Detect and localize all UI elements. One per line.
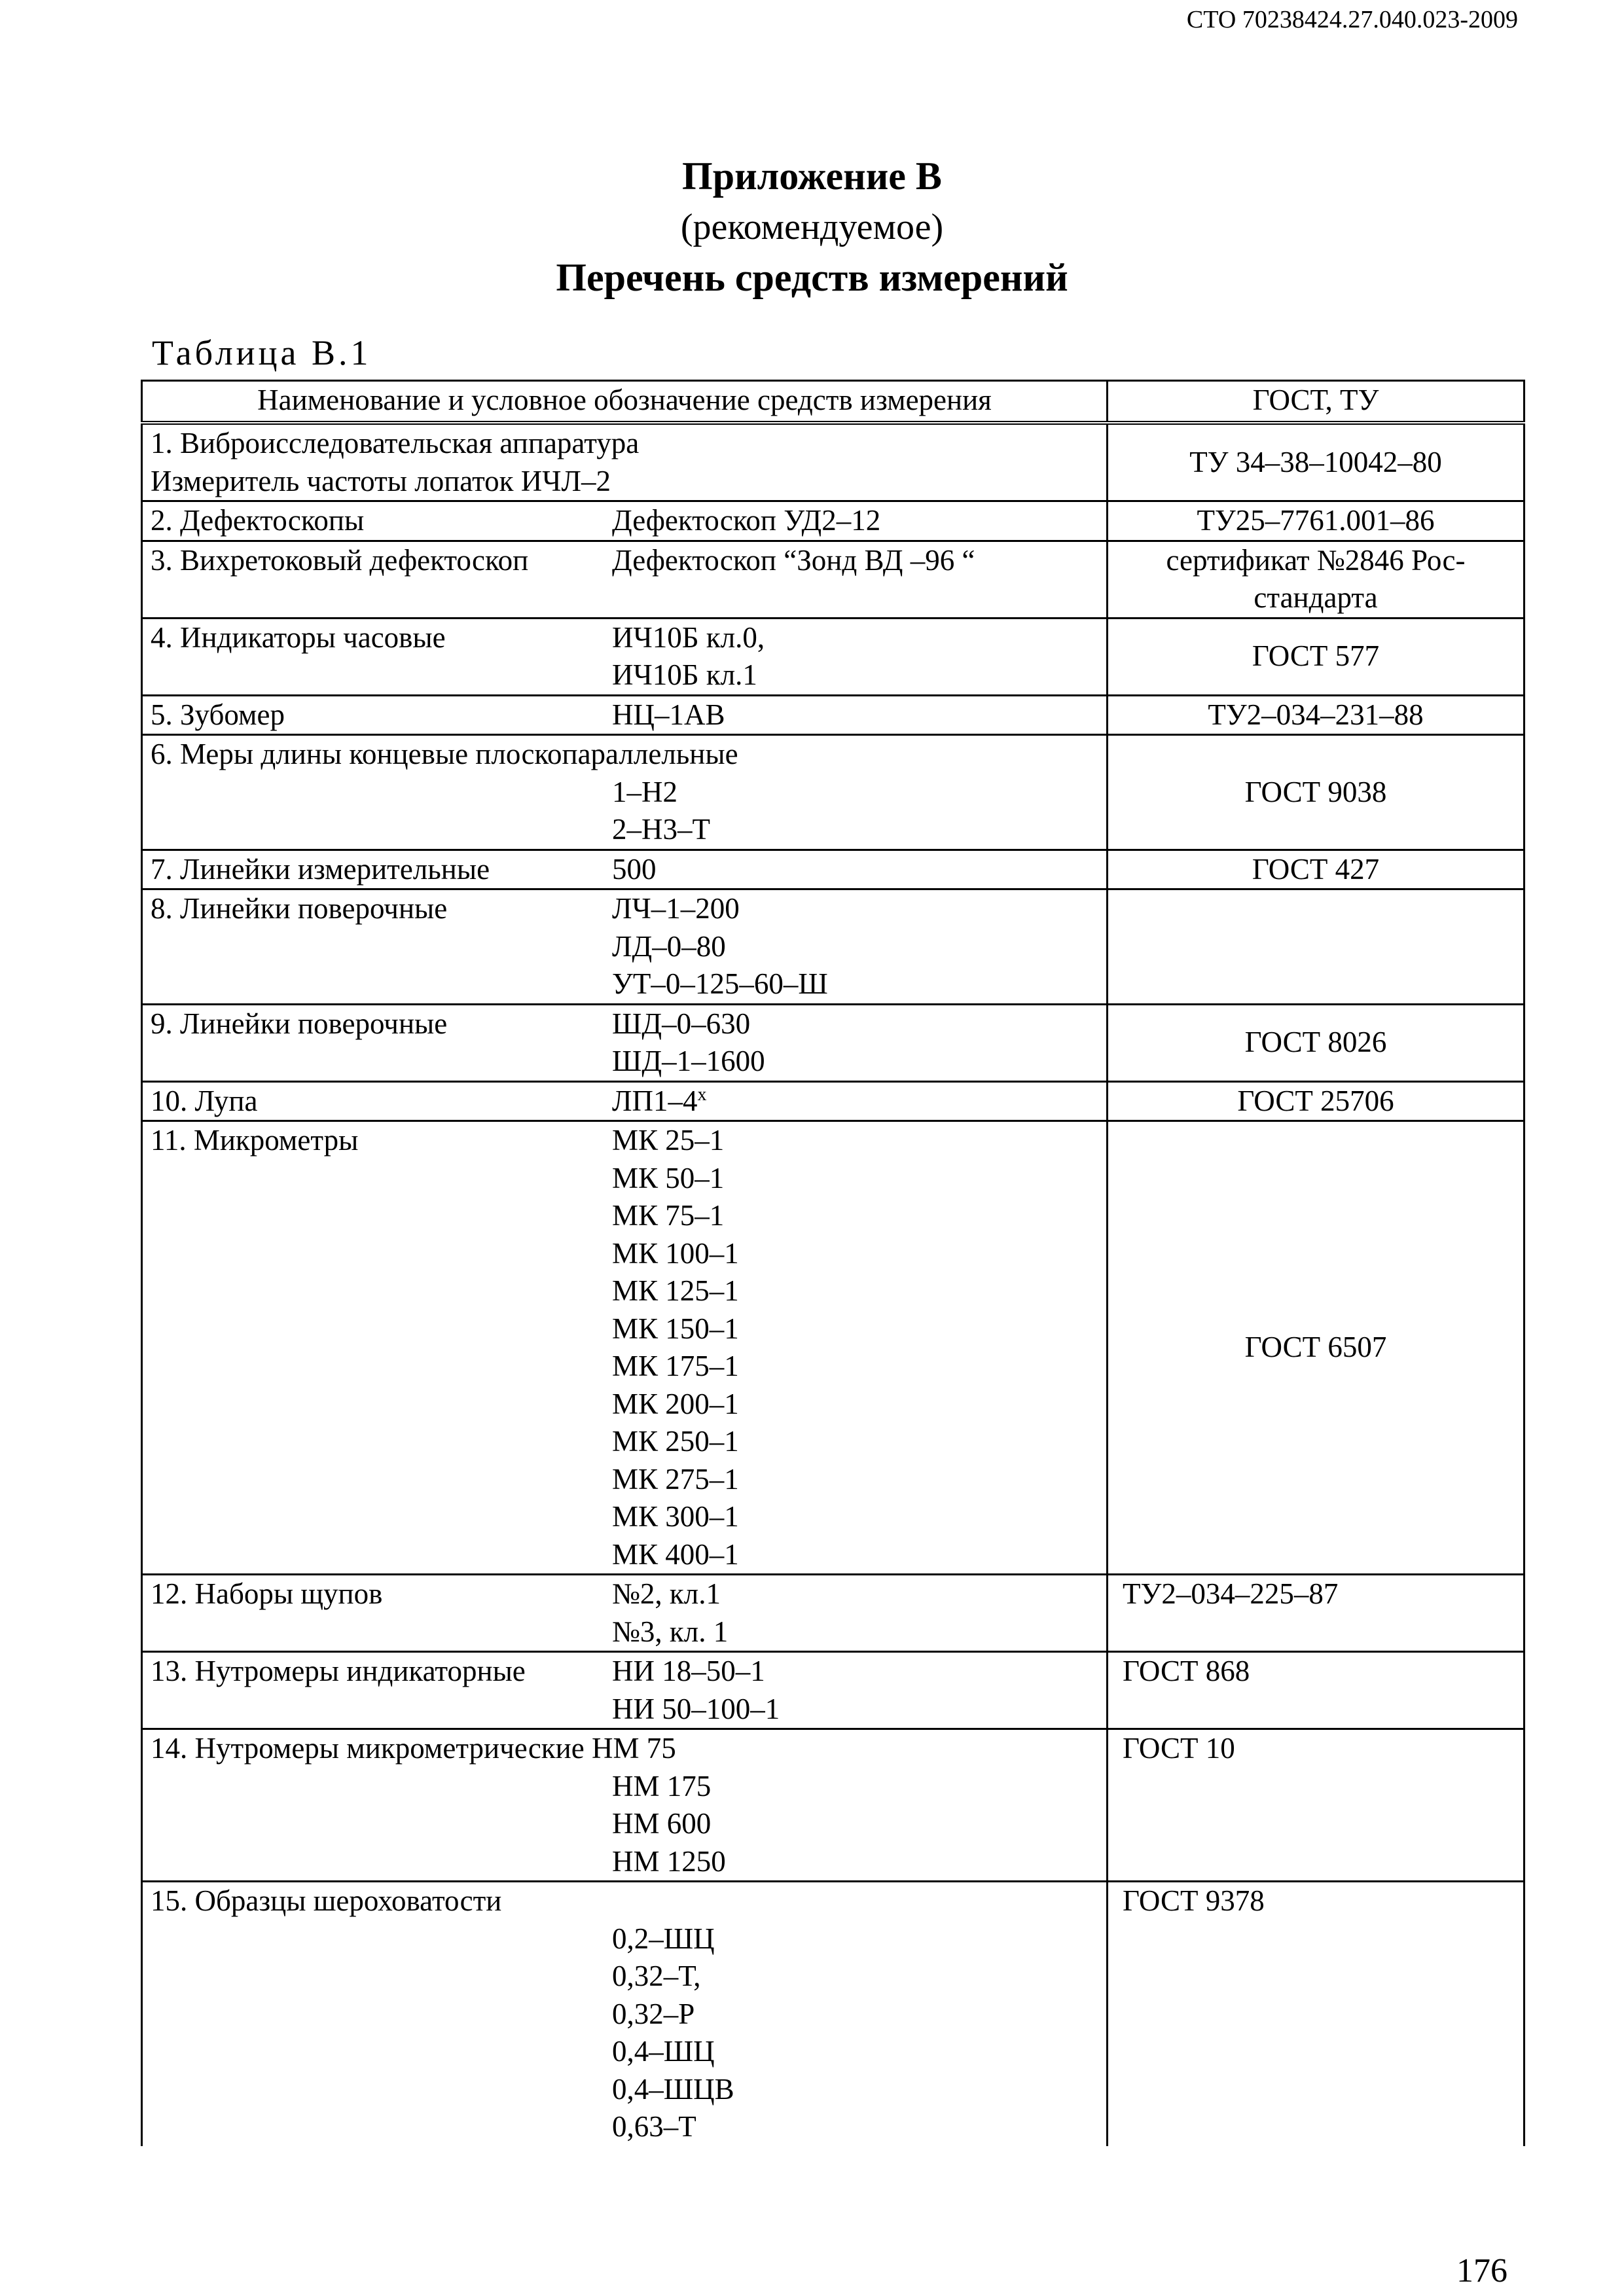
row-model: 0,32–Т, (612, 1960, 701, 1992)
row-name: 3. Вихретоковый дефектоскоп (151, 543, 529, 577)
row-standard: ГОСТ 9038 (1108, 735, 1525, 850)
row-name-cell (142, 423, 1108, 501)
row-model: МК 175–1 (612, 1350, 739, 1382)
row-name: 10. Лупа (151, 1084, 258, 1117)
row-name: 5. Зубомер (151, 698, 285, 731)
header-name: Наименование и условное обозначение средств измерения (142, 381, 1108, 423)
row-models (612, 1005, 765, 1081)
row-model: №3, кл. 1 (612, 1615, 729, 1648)
row-standard: ТУ2–034–231–88 (1108, 695, 1525, 735)
row-name-cell (142, 695, 1108, 735)
row-model (612, 1083, 707, 1121)
row-model: 0,4–ШЦВ (612, 2072, 734, 2106)
row-model: МК 250–1 (612, 1425, 739, 1458)
row-model: МК 150–1 (612, 1312, 739, 1345)
row-name-cell (142, 850, 1108, 889)
row-model: ШД–1–1600 (612, 1045, 765, 1077)
row-model: МК 400–1 (612, 1537, 739, 1571)
row-model: ИЧ10Б кл.1 (612, 658, 757, 691)
row-name-cell (142, 735, 1108, 850)
row-name: 7. Линейки измерительные (151, 852, 490, 886)
row-standard: ТУ25–7761.001–86 (1108, 501, 1525, 541)
table-row (142, 423, 1525, 501)
row-model: МК 275–1 (612, 1462, 739, 1496)
row-model: 500 (612, 852, 657, 886)
table-header-row (142, 381, 1525, 423)
row-models (612, 774, 1098, 849)
appendix-heading: Перечень средств измерений (556, 256, 1068, 299)
table-row (142, 1575, 1525, 1652)
row-name: 15. Образцы шероховатости (151, 1884, 502, 1917)
table-caption: Таблица В.1 (152, 333, 372, 372)
row-standard: ГОСТ 577 (1108, 618, 1525, 695)
row-model-superscript: х (697, 1084, 707, 1105)
row-model: НМ 75 (591, 1732, 676, 1765)
appendix-subtitle: (рекомендуемое) (680, 207, 944, 247)
row-model: Дефектоскоп “Зонд ВД –96 “ (612, 543, 975, 577)
row-standard: ГОСТ 25706 (1108, 1081, 1525, 1121)
row-model: ШД–0–630 (612, 1007, 751, 1040)
row-model: НМ 175 (612, 1769, 712, 1803)
table-row (142, 501, 1525, 541)
table-row (142, 1121, 1525, 1575)
row-model: МК 200–1 (612, 1387, 739, 1420)
row-standard: ГОСТ 9378 (1108, 1882, 1525, 2146)
row-name: 8. Линейки поверочные (151, 892, 448, 925)
row-model: УТ–0–125–60–Ш (612, 967, 828, 1000)
row-standard (1108, 889, 1525, 1005)
row-model: 0,32–Р (612, 1997, 695, 2030)
row-model: МК 125–1 (612, 1274, 739, 1307)
row-name: 6. Меры длины концевые плоскопараллельные (151, 738, 738, 770)
row-model: НМ 1250 (612, 1844, 726, 1878)
table-row (142, 1004, 1525, 1081)
row-model: 2–Н3–Т (612, 813, 710, 846)
row-name: 14. Нутромеры микрометрические (151, 1732, 585, 1765)
row-standard: ГОСТ 10 (1108, 1729, 1525, 1882)
row-model: МК 75–1 (612, 1199, 725, 1232)
row-models (612, 890, 828, 1003)
row-name-2: Измеритель частоты лопаток ИЧЛ–2 (151, 464, 611, 497)
row-model: №2, кл.1 (612, 1577, 721, 1610)
row-standard: ГОСТ 868 (1108, 1652, 1525, 1729)
row-model: МК 25–1 (612, 1124, 725, 1157)
row-name-cell (142, 889, 1108, 1005)
row-models (612, 619, 765, 694)
row-model: ЛД–0–80 (612, 929, 726, 963)
row-name: 11. Микрометры (151, 1124, 359, 1157)
row-model: НМ 600 (612, 1807, 712, 1840)
row-standard: ГОСТ 8026 (1108, 1004, 1525, 1081)
row-model: НИ 18–50–1 (612, 1655, 765, 1687)
row-model: МК 50–1 (612, 1161, 725, 1194)
document-code: СТО 70238424.27.040.023-2009 (1186, 6, 1518, 33)
row-standard: ТУ 34–38–10042–80 (1108, 423, 1525, 501)
header-standard: ГОСТ, ТУ (1108, 381, 1525, 423)
row-name-cell (142, 1882, 1108, 2146)
row-models (612, 1768, 1098, 1881)
row-standard: сертификат №2846 Рос-стандарта (1108, 541, 1525, 618)
row-models (612, 1122, 739, 1573)
row-model: МК 300–1 (612, 1500, 739, 1533)
row-models (612, 1653, 780, 1728)
table-row (142, 1729, 1525, 1882)
row-model: 1–Н2 (612, 775, 677, 808)
table-row (142, 1081, 1525, 1121)
row-name: 9. Линейки поверочные (151, 1007, 448, 1040)
instruments-table (141, 380, 1523, 2146)
appendix-title: Приложение В (682, 154, 942, 198)
table-row (142, 1882, 1525, 2146)
row-name-cell (142, 541, 1108, 618)
table-row (142, 889, 1525, 1005)
row-model: ИЧ10Б кл.0, (612, 620, 765, 654)
row-name: 12. Наборы щупов (151, 1577, 383, 1610)
row-model: ЛЧ–1–200 (612, 892, 740, 925)
row-name: 4. Индикаторы часовые (151, 620, 446, 654)
row-name-cell (142, 1729, 1108, 1882)
table-row (142, 850, 1525, 889)
row-name-cell (142, 1004, 1108, 1081)
row-model: 0,63–Т (612, 2110, 696, 2143)
row-models (612, 1575, 728, 1651)
row-name: 2. Дефектоскопы (151, 504, 365, 537)
row-model-text: ЛП1–4 (612, 1084, 698, 1117)
row-model: 0,2–ШЦ (612, 1922, 715, 1955)
row-name-cell (142, 1652, 1108, 1729)
row-name-cell (142, 1121, 1108, 1575)
row-models (612, 1920, 1098, 2146)
row-model: Дефектоскоп УД2–12 (612, 504, 881, 537)
row-standard: ГОСТ 6507 (1108, 1121, 1525, 1575)
page-number: 176 (1456, 2252, 1507, 2289)
row-name-cell (142, 618, 1108, 695)
row-model: МК 100–1 (612, 1236, 739, 1270)
table-row (142, 541, 1525, 618)
table-row (142, 618, 1525, 695)
row-model: НИ 50–100–1 (612, 1692, 780, 1725)
row-name-cell (142, 1575, 1108, 1652)
row-name-cell (142, 501, 1108, 541)
row-standard: ГОСТ 427 (1108, 850, 1525, 889)
table-row (142, 695, 1525, 735)
row-standard: ТУ2–034–225–87 (1108, 1575, 1525, 1652)
row-name-cell (142, 1081, 1108, 1121)
row-model: НЦ–1АВ (612, 698, 725, 731)
row-name: 1. Виброисследовательская аппаратура (151, 427, 640, 459)
table-row (142, 735, 1525, 850)
row-model: 0,4–ШЦ (612, 2035, 715, 2068)
table-row (142, 1652, 1525, 1729)
row-name: 13. Нутромеры индикаторные (151, 1655, 526, 1687)
